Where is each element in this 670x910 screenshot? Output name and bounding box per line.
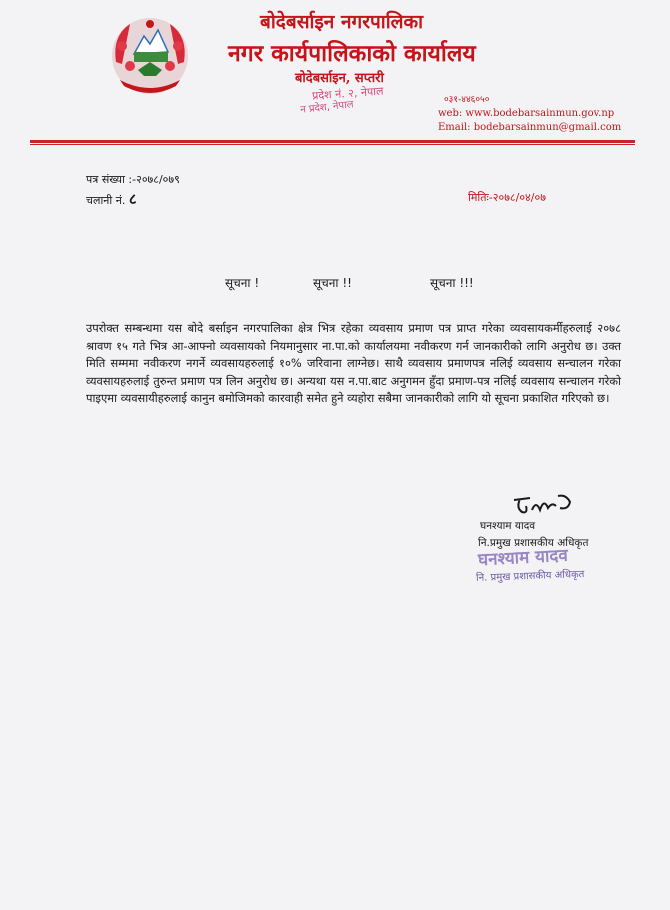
handwritten-signature bbox=[510, 492, 580, 518]
letterhead-divider-thin bbox=[30, 144, 635, 145]
dispatch-number bbox=[86, 189, 137, 209]
office-location: बोदेबर्साइन, सप्तरी bbox=[295, 71, 384, 86]
reference-label: पत्र संख्या :- bbox=[86, 173, 137, 186]
office-name: बोदेबर्साइन नगरपालिका bbox=[260, 11, 424, 33]
dispatch-label: चलानी नं. bbox=[86, 194, 126, 207]
signer-title: नि.प्रमुख प्रशासकीय अधिकृत bbox=[478, 537, 589, 549]
stamp-line-2: न प्रदेश, नेपाल bbox=[299, 99, 355, 116]
office-email[interactable]: Email: bodebarsainmun@gmail.com bbox=[438, 122, 622, 133]
office-subtitle: नगर कार्यपालिकाको कार्यालय bbox=[228, 40, 476, 67]
notice-heading-2: सूचना !! bbox=[313, 276, 352, 290]
reference-value: २०७८/०७९ bbox=[136, 173, 180, 186]
letter-date bbox=[468, 190, 546, 205]
signer-name: घनश्याम यादव bbox=[480, 520, 536, 532]
office-phone: ०३१-४४६०५० bbox=[444, 95, 490, 105]
office-website[interactable]: web: www.bodebarsainmun.gov.np bbox=[438, 108, 615, 119]
notice-body: उपरोक्त सम्बन्धमा यस बोदे बर्साइन नगरपालिका क्षेत्र भित्र रहेका व्यवसाय प्रमाण पत्र प्राप्त गरेका व्यवसायकर्मीहरुलाई २०७८ श्रावण १५ गते भित्र आ-आफ्नो व्यवसायको नियमानुसार ना.पा.को कार्यालयमा नवीकरण गर्न जानकारीको लागि अनुरोध छ। उक्त मिति सम्ममा नवीकरण नगर्ने व्यवसायहरुलाई १०% जरिवाना लाग्नेछ। साथै व्यवसाय प्रमाणपत्र नलिई व्यवसाय सन्चालन गरेका व्यवसायहरुलाई तुरुन्त प्रमाण पत्र लिन अनुरोध छ। अन्यथा यस न.पा.बाट अनुगमन हुँदा प्रमाण-पत्र नलिई व्यवसाय सन्चालन गरेको पाइएमा व्यवसायीहरुलाई कानुन बमोजिमको कारवाही समेत हुने व्यहोरा सबैमा जानकारीको लागि यो सूचना प्रकाशित गरिएको छ। bbox=[86, 321, 621, 406]
reference-number bbox=[86, 172, 180, 187]
stamp-line-1: प्रदेश नं. २, नेपाल bbox=[311, 84, 384, 103]
official-stamp-title: नि. प्रमुख प्रशासकीय अधिकृत bbox=[475, 569, 585, 584]
dispatch-value: ८ bbox=[128, 190, 137, 208]
letterhead-divider bbox=[30, 140, 635, 143]
official-stamp-name: घनश्याम यादव bbox=[477, 545, 569, 571]
date-label: मितिः- bbox=[468, 191, 493, 204]
notice-heading-1: सूचना ! bbox=[225, 276, 260, 290]
date-value: २०७८/०४/०७ bbox=[492, 191, 546, 204]
nepal-emblem-icon bbox=[108, 14, 192, 98]
notice-heading-3: सूचना !!! bbox=[430, 276, 474, 290]
